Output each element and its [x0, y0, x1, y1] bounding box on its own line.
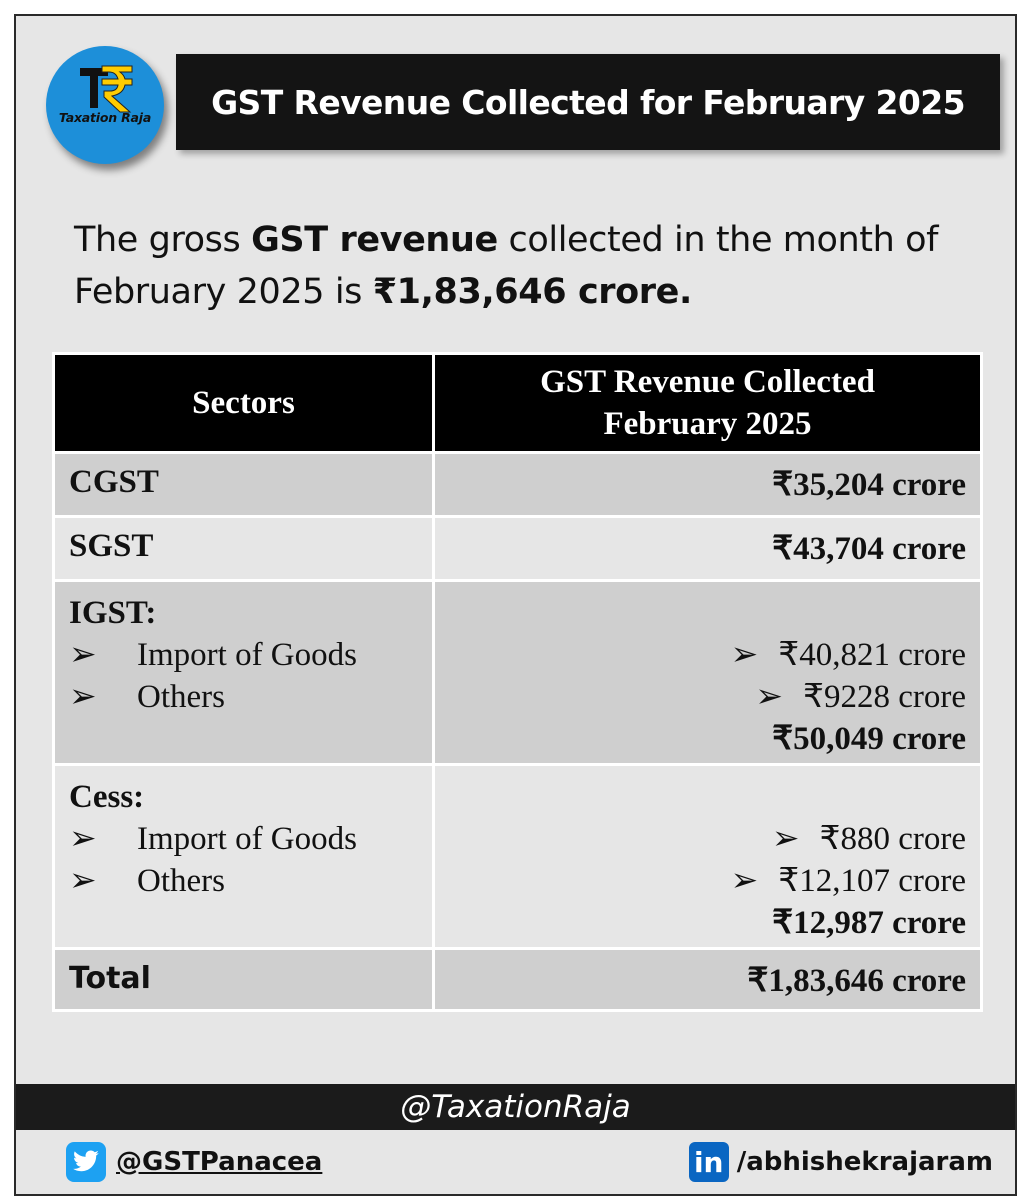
- sub-amount: [435, 676, 966, 718]
- rupee-logo-icon: [46, 46, 164, 164]
- arrow-bullet-icon: ➢: [69, 863, 97, 899]
- sub-amount: [435, 634, 966, 676]
- table-row-cess: [54, 765, 982, 949]
- sub-amount: [435, 818, 966, 860]
- table-row-sgst: [54, 517, 982, 581]
- sub-item: [69, 634, 432, 676]
- arrow-bullet-icon: ➢: [69, 821, 97, 857]
- table-row-cgst: [54, 453, 982, 517]
- sub-item-label: Import of Goods: [137, 821, 357, 857]
- twitter-icon: [66, 1142, 106, 1182]
- intro-total: ₹1,83,646 crore.: [372, 272, 692, 312]
- table-row-igst: [54, 581, 982, 765]
- sub-item: [69, 860, 432, 902]
- column-header-line: GST Revenue Collected: [540, 364, 875, 400]
- sector-cell: [54, 581, 434, 765]
- footer-handle: @TaxationRaja: [16, 1084, 1015, 1130]
- arrow-bullet-icon: ➢: [755, 679, 783, 715]
- sub-amount-value: ₹9228 crore: [802, 679, 966, 715]
- total-label: Total: [69, 961, 151, 996]
- arrow-bullet-icon: ➢: [771, 821, 800, 857]
- table-header-row: [54, 354, 982, 453]
- intro-highlight: GST revenue: [251, 220, 498, 260]
- sector-label: Cess:: [69, 779, 145, 815]
- subtotal-amount: ₹12,987 crore: [772, 905, 966, 941]
- twitter-link[interactable]: [66, 1142, 322, 1182]
- arrow-bullet-icon: ➢: [730, 637, 759, 673]
- column-header-sectors: Sectors: [54, 354, 434, 453]
- sub-amount: [435, 860, 966, 902]
- linkedin-icon: in: [689, 1142, 729, 1182]
- logo-text: Taxation Raja: [58, 110, 152, 125]
- sector-cell: SGST: [54, 517, 434, 581]
- amount-cell: ₹35,204 crore: [434, 453, 982, 517]
- sector-cell: [54, 949, 434, 1011]
- amount-cell: [434, 765, 982, 949]
- sub-item: [69, 818, 432, 860]
- subtotal-amount: ₹50,049 crore: [772, 721, 966, 757]
- arrow-bullet-icon: ➢: [69, 679, 97, 715]
- sector-cell: [54, 765, 434, 949]
- amount-cell: ₹1,83,646 crore: [434, 949, 982, 1011]
- sub-amount-value: ₹880 crore: [819, 821, 966, 857]
- amount-cell: [434, 581, 982, 765]
- sector-label: IGST:: [69, 595, 157, 631]
- column-header-revenue: [434, 354, 982, 453]
- arrow-bullet-icon: ➢: [69, 637, 97, 673]
- linkedin-handle: /abhishekrajaram: [736, 1147, 993, 1177]
- sub-amount-value: ₹12,107 crore: [778, 863, 966, 899]
- sub-item: [69, 676, 432, 718]
- taxation-raja-logo: [46, 46, 164, 164]
- gst-revenue-table: [52, 352, 983, 1012]
- sub-item-label: Import of Goods: [137, 637, 357, 673]
- infographic-frame: [14, 14, 1017, 1196]
- sub-amount-value: ₹40,821 crore: [778, 637, 966, 673]
- intro-paragraph: [74, 214, 974, 318]
- table-row-total: [54, 949, 982, 1011]
- linkedin-link[interactable]: [689, 1142, 993, 1182]
- intro-text: collected in the month of February 2025 is: [74, 220, 939, 312]
- amount-cell: ₹43,704 crore: [434, 517, 982, 581]
- sub-item-label: Others: [137, 863, 225, 899]
- twitter-handle: @GSTPanacea: [116, 1147, 323, 1177]
- intro-text: The gross: [74, 220, 252, 260]
- page-title: GST Revenue Collected for February 2025: [176, 54, 1000, 150]
- sector-cell: CGST: [54, 453, 434, 517]
- arrow-bullet-icon: ➢: [730, 863, 759, 899]
- column-header-line: February 2025: [603, 406, 812, 442]
- sub-item-label: Others: [137, 679, 225, 715]
